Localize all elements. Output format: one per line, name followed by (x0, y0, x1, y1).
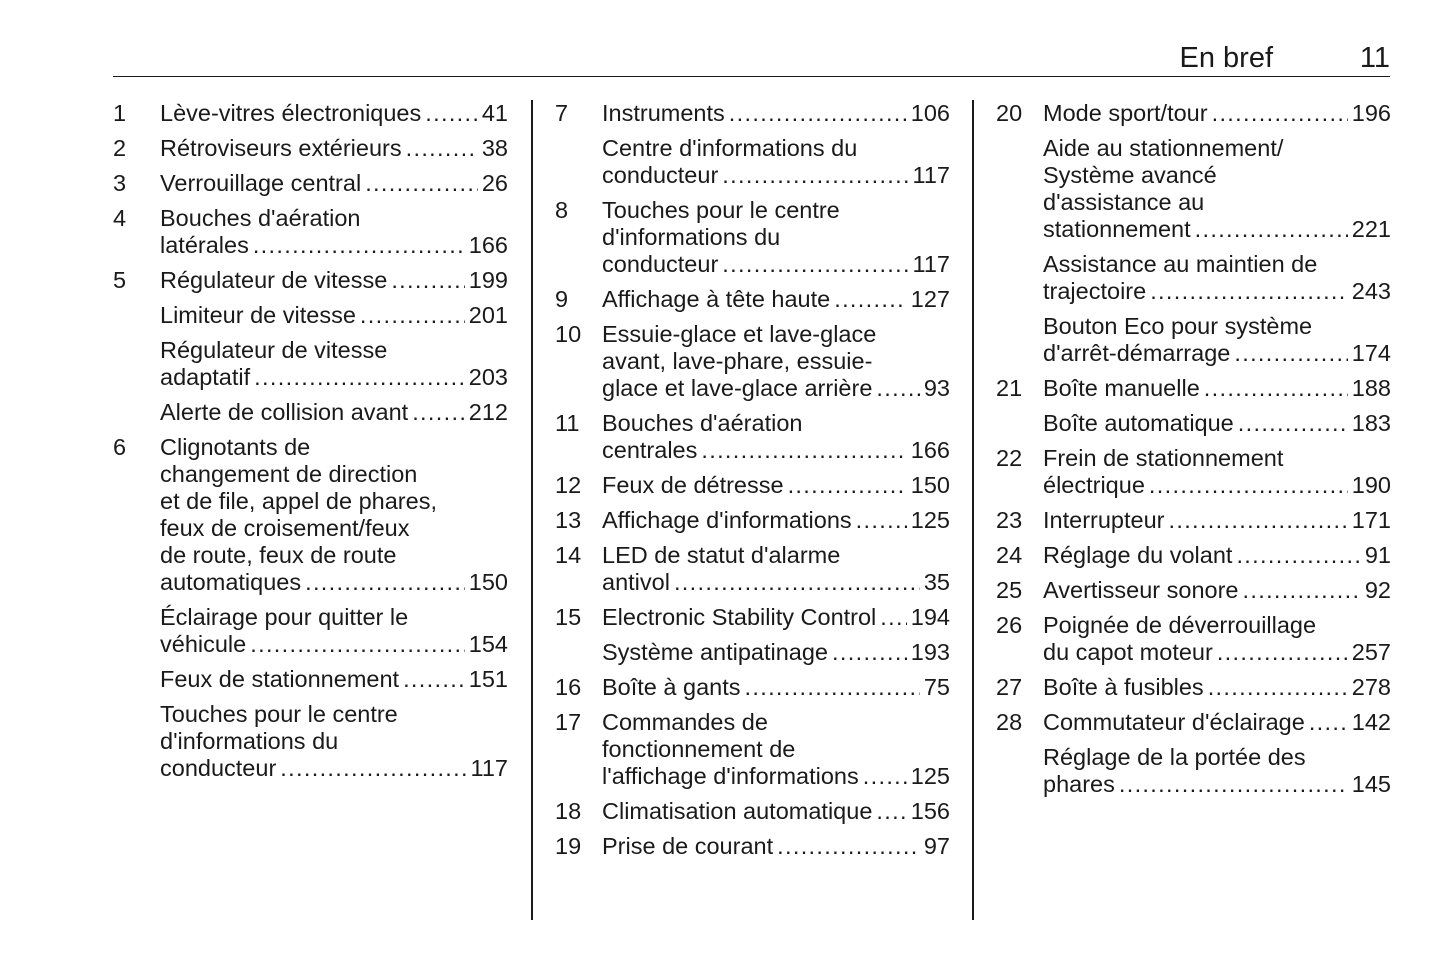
entry-text: Prise de courant (602, 833, 774, 859)
entry-number (996, 313, 1043, 367)
dot-leader (834, 286, 907, 313)
entry-text: automatiques (160, 569, 302, 595)
entry-text: Electronic Stability Control (602, 604, 877, 630)
dot-leader (1217, 639, 1348, 666)
entry-text: adaptatif (160, 364, 251, 390)
entry-text: fonctionnement de (602, 736, 796, 762)
entry-text: Bouches d'aération (602, 410, 803, 436)
page-header (113, 40, 1390, 77)
page-reference: 257 (1351, 639, 1391, 665)
page-reference: 156 (910, 798, 950, 824)
dot-leader (1150, 278, 1348, 305)
entry-text: du capot moteur (1043, 639, 1213, 665)
index-entry (996, 375, 1391, 402)
index-entry (555, 197, 950, 278)
entry-text: conducteur (602, 251, 719, 277)
entry-text: Touches pour le centre (602, 197, 840, 223)
index-entry (113, 604, 508, 658)
entry-text: conducteur (602, 162, 719, 188)
entry-number: 1 (113, 100, 127, 126)
dot-leader (1204, 375, 1348, 402)
dot-leader (254, 364, 465, 391)
page-reference: 243 (1351, 278, 1391, 304)
index-entry (555, 709, 950, 790)
entry-text: Régulateur de vitesse (160, 337, 388, 363)
entry-text: centrales (602, 437, 698, 463)
entry-number: 12 (555, 472, 582, 498)
index-entry (555, 321, 950, 402)
page-reference: 125 (910, 763, 950, 789)
dot-leader (729, 100, 907, 127)
entry-text: Boîte manuelle (1043, 375, 1200, 401)
entry-text: Éclairage pour quitter le (160, 604, 409, 630)
dot-leader (406, 135, 478, 162)
entry-text: d'assistance au (1043, 189, 1205, 215)
entry-number: 22 (996, 445, 1023, 471)
entry-number (996, 410, 1043, 437)
entry-text: de route, feux de route (160, 542, 397, 568)
index-entry (996, 445, 1391, 499)
entry-text: Clignotants de (160, 434, 311, 460)
index-entry (996, 709, 1391, 736)
entry-number: 25 (996, 577, 1023, 603)
page-reference: 151 (468, 666, 508, 692)
page-reference: 38 (481, 135, 508, 161)
page-reference: 145 (1351, 771, 1391, 797)
dot-leader (425, 100, 478, 127)
entry-text: Bouches d'aération (160, 205, 361, 231)
index-entry (555, 135, 950, 189)
index-entry (996, 507, 1391, 534)
index-entry (113, 267, 508, 294)
index-entry (555, 100, 950, 127)
dot-leader (1238, 410, 1348, 437)
page-reference: 194 (910, 604, 950, 630)
dot-leader (876, 375, 919, 402)
page-reference: 150 (910, 472, 950, 498)
entry-number: 23 (996, 507, 1023, 533)
entry-text: Lève-vitres électroniques (160, 100, 422, 126)
index-entry (996, 410, 1391, 437)
entry-text: LED de statut d'alarme (602, 542, 841, 568)
entry-text: avant, lave-phare, essuie- (602, 348, 873, 374)
entry-text: Commutateur d'éclairage (1043, 709, 1305, 735)
dot-leader (674, 569, 920, 596)
entry-text: Boîte automatique (1043, 410, 1234, 436)
entry-number (996, 744, 1043, 798)
dot-leader (250, 631, 465, 658)
entry-text: l'affichage d'informations (602, 763, 859, 789)
page-reference: 278 (1351, 674, 1391, 700)
entry-number: 18 (555, 798, 582, 824)
dot-leader (1149, 472, 1348, 499)
dot-leader (701, 437, 906, 464)
index-entry (113, 302, 508, 329)
page-reference: 150 (468, 569, 508, 595)
index-column-1 (113, 100, 508, 790)
entry-text: conducteur (160, 755, 277, 781)
index-entry (113, 701, 508, 782)
page-reference: 201 (468, 302, 508, 328)
entry-number (113, 604, 160, 658)
entry-text: Alerte de collision avant (160, 399, 409, 425)
entry-number: 16 (555, 674, 582, 700)
entry-number (113, 666, 160, 693)
entry-text: Avertisseur sonore (1043, 577, 1239, 603)
entry-text: Interrupteur (1043, 507, 1165, 533)
index-entry (555, 639, 950, 666)
dot-leader (832, 639, 907, 666)
entry-text: d'informations du (602, 224, 781, 250)
page-reference: 171 (1351, 507, 1391, 533)
page-reference: 199 (468, 267, 508, 293)
entry-text: Commandes de (602, 709, 768, 735)
section-title: En bref (1179, 42, 1273, 74)
page-reference: 92 (1364, 577, 1391, 603)
dot-leader (722, 251, 908, 278)
dot-leader (1212, 100, 1348, 127)
entry-number: 28 (996, 709, 1023, 735)
page-reference: 93 (923, 375, 950, 401)
entry-number: 7 (555, 100, 569, 126)
entry-number: 4 (113, 205, 127, 231)
dot-leader (280, 755, 466, 782)
index-entry (113, 399, 508, 426)
dot-leader (1309, 709, 1348, 736)
index-entry (113, 170, 508, 197)
entry-text: Touches pour le centre (160, 701, 398, 727)
dot-leader (305, 569, 465, 596)
entry-text: Feux de stationnement (160, 666, 400, 692)
entry-text: Feux de détresse (602, 472, 784, 498)
index-entry (555, 472, 950, 499)
dot-leader (1208, 674, 1348, 701)
index-entry (555, 286, 950, 313)
entry-text: Réglage du volant (1043, 542, 1233, 568)
page-reference: 117 (470, 755, 508, 781)
entry-number: 3 (113, 170, 127, 196)
entry-text: latérales (160, 232, 249, 258)
index-entry (996, 542, 1391, 569)
entry-number (113, 302, 160, 329)
dot-leader (1243, 577, 1361, 604)
page-reference: 196 (1351, 100, 1391, 126)
dot-leader (722, 162, 908, 189)
page-reference: 188 (1351, 375, 1391, 401)
page-reference: 190 (1351, 472, 1391, 498)
dot-leader (391, 267, 464, 294)
dot-leader (856, 507, 907, 534)
index-entry (555, 674, 950, 701)
dot-leader (365, 170, 478, 197)
entry-text: Aide au stationnement/ (1043, 135, 1284, 161)
page-reference: 203 (468, 364, 508, 390)
page-reference: 166 (468, 232, 508, 258)
dot-leader (1168, 507, 1347, 534)
entry-number (996, 135, 1043, 243)
entry-number: 10 (555, 321, 582, 347)
page-reference: 174 (1351, 340, 1391, 366)
page-reference: 26 (481, 170, 508, 196)
index-entry (996, 100, 1391, 127)
page-reference: 106 (910, 100, 950, 126)
entry-text: Climatisation automatique (602, 798, 873, 824)
entry-text: Assistance au maintien de (1043, 251, 1318, 277)
entry-text: Affichage à tête haute (602, 286, 831, 312)
entry-number: 11 (555, 410, 580, 436)
entry-text: antivol (602, 569, 670, 595)
entry-text: trajectoire (1043, 278, 1147, 304)
entry-text: véhicule (160, 631, 247, 657)
entry-text: feux de croisement/feux (160, 515, 410, 541)
entry-number (113, 701, 160, 782)
entry-text: changement de direction (160, 461, 418, 487)
dot-leader (403, 666, 465, 693)
entry-number (113, 337, 160, 391)
entry-text: Réglage de la portée des (1043, 744, 1306, 770)
dot-leader (360, 302, 465, 329)
entry-text: Essuie-glace et lave-glace (602, 321, 877, 347)
index-entry (996, 744, 1391, 798)
dot-leader (777, 833, 920, 860)
index-entry (555, 542, 950, 596)
index-entry (113, 337, 508, 391)
page-reference: 154 (468, 631, 508, 657)
dot-leader (863, 763, 907, 790)
index-entry (113, 434, 508, 596)
entry-text: Limiteur de vitesse (160, 302, 356, 328)
entry-number: 20 (996, 100, 1023, 126)
entry-text: Verrouillage central (160, 170, 362, 196)
entry-number: 14 (555, 542, 582, 568)
entry-text: Centre d'informations du (602, 135, 858, 161)
index-entry (555, 604, 950, 631)
entry-number: 15 (555, 604, 582, 630)
entry-text: électrique (1043, 472, 1145, 498)
page-reference: 91 (1364, 542, 1391, 568)
entry-text: Système antipatinage (602, 639, 829, 665)
dot-leader (1234, 340, 1347, 367)
entry-text: Boîte à gants (602, 674, 741, 700)
page-reference: 212 (468, 399, 508, 425)
entry-number: 17 (555, 709, 582, 735)
entry-text: phares (1043, 771, 1115, 797)
dot-leader (876, 798, 906, 825)
page-reference: 117 (912, 162, 950, 188)
entry-text: Affichage d'informations (602, 507, 852, 533)
entry-number: 24 (996, 542, 1023, 568)
entry-number: 6 (113, 434, 127, 460)
page-reference: 193 (910, 639, 950, 665)
entry-text: Boîte à fusibles (1043, 674, 1204, 700)
entry-number: 13 (555, 507, 582, 533)
index-entry (555, 833, 950, 860)
entry-text: d'informations du (160, 728, 339, 754)
entry-text: Frein de stationnement (1043, 445, 1284, 471)
entry-text: Bouton Eco pour système (1043, 313, 1313, 339)
column-divider (531, 100, 533, 920)
entry-text: Instruments (602, 100, 725, 126)
index-entry (996, 313, 1391, 367)
entry-number: 26 (996, 612, 1023, 638)
entry-number: 2 (113, 135, 127, 161)
page-reference: 41 (481, 100, 508, 126)
entry-text: Système avancé (1043, 162, 1217, 188)
page-reference: 221 (1351, 216, 1391, 242)
entry-number: 5 (113, 267, 127, 293)
entry-number: 19 (555, 833, 582, 859)
dot-leader (788, 472, 907, 499)
column-divider (972, 100, 974, 920)
index-entry (996, 612, 1391, 666)
index-column-3 (996, 100, 1391, 806)
entry-number (555, 135, 602, 189)
entry-text: Poignée de déverrouillage (1043, 612, 1317, 638)
dot-leader (412, 399, 465, 426)
entry-number: 27 (996, 674, 1023, 700)
page-number: 11 (1359, 42, 1390, 74)
dot-leader (745, 674, 920, 701)
page-reference: 97 (923, 833, 950, 859)
index-column-2 (555, 100, 950, 868)
index-entry (996, 135, 1391, 243)
page-reference: 127 (910, 286, 950, 312)
index-entry (555, 798, 950, 825)
index-entry (996, 251, 1391, 305)
entry-number (996, 251, 1043, 305)
dot-leader (1236, 542, 1360, 569)
entry-text: d'arrêt-démarrage (1043, 340, 1231, 366)
entry-text: Régulateur de vitesse (160, 267, 388, 293)
dot-leader (253, 232, 465, 259)
index-entry (113, 100, 508, 127)
dot-leader (880, 604, 907, 631)
entry-text: Mode sport/tour (1043, 100, 1208, 126)
page-reference: 75 (923, 674, 950, 700)
index-entry (113, 666, 508, 693)
entry-text: et de file, appel de phares, (160, 488, 437, 514)
page-reference: 117 (912, 251, 950, 277)
dot-leader (1195, 216, 1348, 243)
index-entry (996, 577, 1391, 604)
index-entry (113, 135, 508, 162)
entry-number: 21 (996, 375, 1023, 401)
index-entry (996, 674, 1391, 701)
entry-number: 9 (555, 286, 569, 312)
page-reference: 142 (1351, 709, 1391, 735)
entry-text: Rétroviseurs extérieurs (160, 135, 402, 161)
dot-leader (1119, 771, 1348, 798)
index-entry (113, 205, 508, 259)
index-entry (555, 410, 950, 464)
page-reference: 125 (910, 507, 950, 533)
entry-text: stationnement (1043, 216, 1191, 242)
entry-number (113, 399, 160, 426)
index-entry (555, 507, 950, 534)
page-reference: 183 (1351, 410, 1391, 436)
page-reference: 166 (910, 437, 950, 463)
page-reference: 35 (923, 569, 950, 595)
entry-text: glace et lave-glace arrière (602, 375, 873, 401)
entry-number: 8 (555, 197, 569, 223)
entry-number (555, 639, 602, 666)
